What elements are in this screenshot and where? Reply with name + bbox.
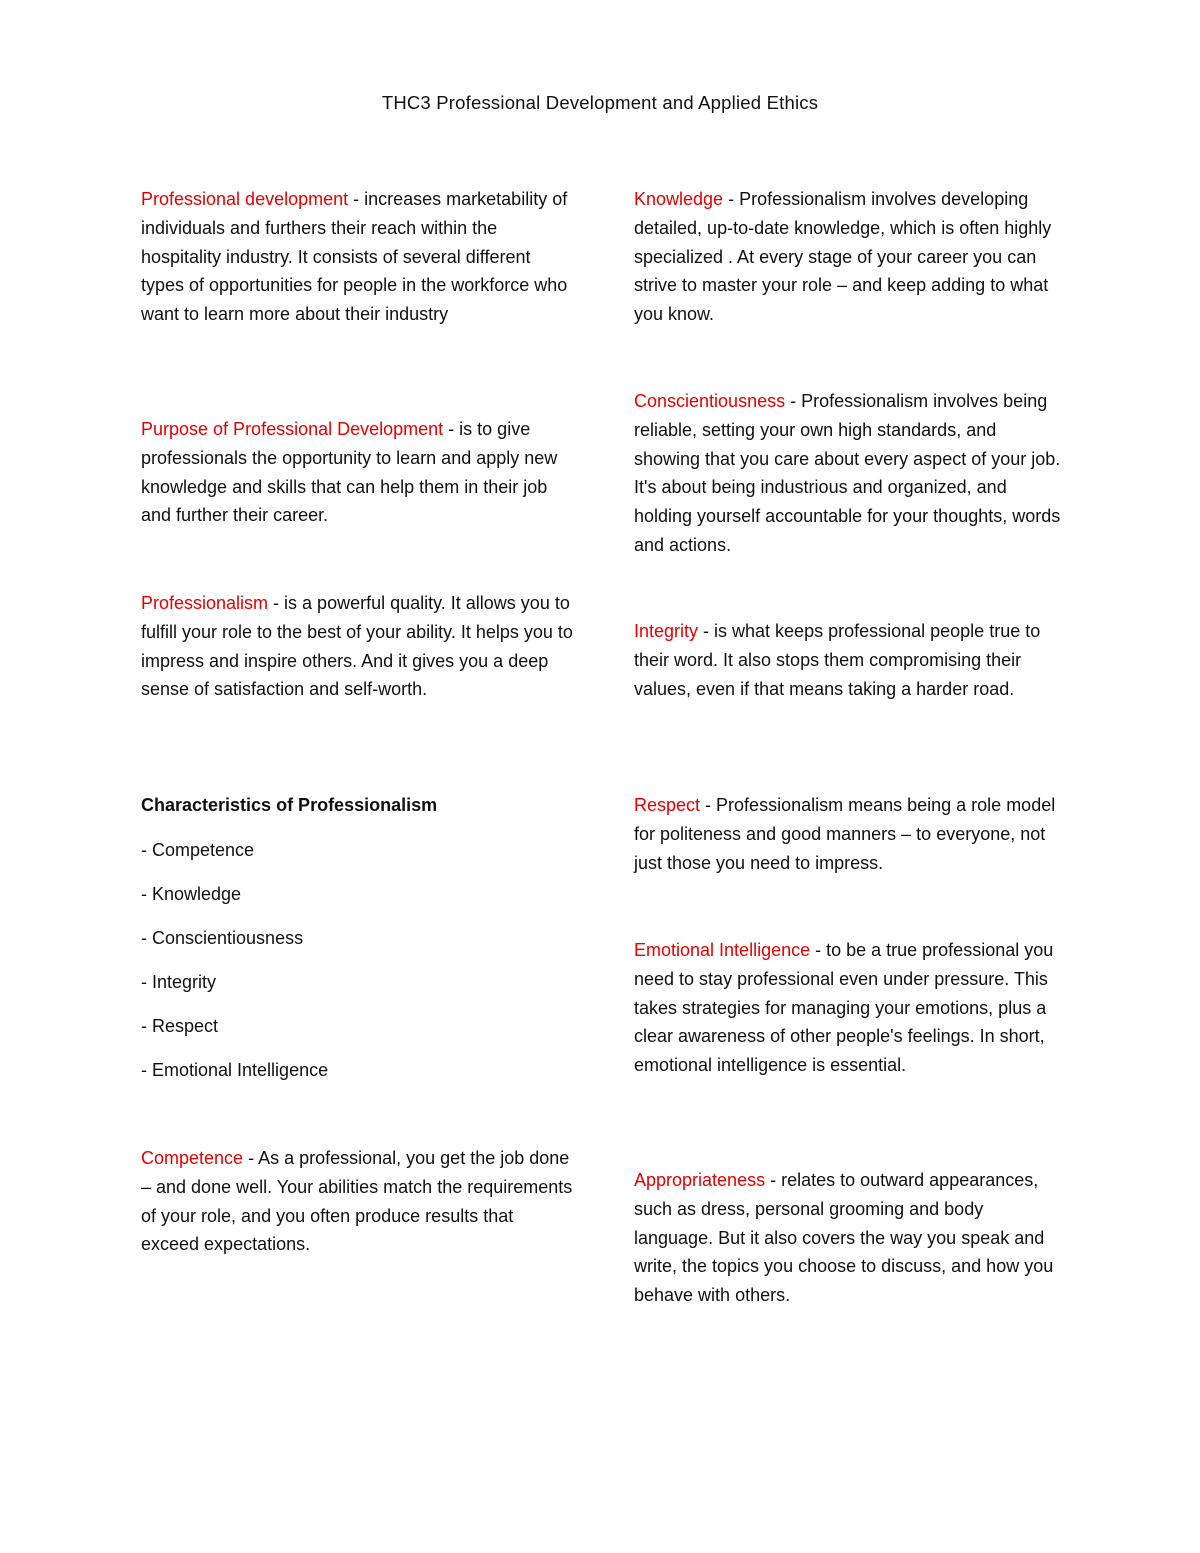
- paragraph-appropriateness: [634, 1166, 1066, 1310]
- paragraph-knowledge: [634, 185, 1066, 329]
- term-conscientiousness: Conscientiousness: [634, 391, 786, 411]
- definition-knowledge: - Professionalism involves developing detailed, up-to-date knowledge, which is often highly specialized . At every stage of your career you can strive to master your role – and keep adding to what you know.: [634, 189, 1052, 325]
- list-item: - Respect: [141, 1015, 219, 1036]
- list-item: - Competence: [141, 839, 255, 860]
- paragraph-emotional-intelligence: [634, 936, 1066, 1080]
- definition-professional-development: - increases marketability of individuals and furthers their reach within the hospitality industry. It consists of several different types of opportunities for people in the workforce who want to learn more about their industry: [141, 189, 568, 325]
- term-respect: Respect: [634, 795, 701, 815]
- definition-integrity: - is what keeps professional people true to their word. It also stops them compromising their values, even if that means taking a harder road.: [634, 621, 1041, 699]
- term-knowledge: Knowledge: [634, 189, 724, 209]
- definition-respect: - Professionalism means being a role model for politeness and good manners – to everyone, not just those you need to impress.: [634, 795, 1056, 873]
- list-item: - Conscientiousness: [141, 927, 304, 948]
- paragraph-professional-development: [141, 185, 573, 329]
- definition-appropriateness: - relates to outward appearances, such as dress, personal grooming and body language. But it also covers the way you speak and write, the topics you choose to discuss, and how you behave with others.: [634, 1170, 1054, 1306]
- paragraph-competence: [141, 1144, 573, 1259]
- definition-competence: - As a professional, you get the job done – and done well. Your abilities match the requirements of your role, and you often produce results that exceed expectations.: [141, 1148, 573, 1255]
- definition-purpose: - is to give professionals the opportunity to learn and apply new knowledge and skills that can help them in their job and further their career.: [141, 419, 558, 526]
- paragraph-purpose: [141, 415, 573, 530]
- definition-conscientiousness: - Professionalism involves being reliable, setting your own high standards, and showing that you care about every aspect of your job. It's about being industrious and organized, and holding yourself accountable for your thoughts, words and actions.: [634, 391, 1061, 555]
- term-appropriateness: Appropriateness: [634, 1170, 766, 1190]
- characteristics-section: [141, 791, 573, 1100]
- list-item: - Emotional Intelligence: [141, 1059, 329, 1080]
- paragraph-respect: [634, 791, 1066, 877]
- paragraph-conscientiousness: [634, 387, 1066, 560]
- paragraph-professionalism: [141, 589, 573, 704]
- characteristics-heading: Characteristics of Professionalism: [141, 795, 438, 815]
- term-professional-development: Professional development: [141, 189, 349, 209]
- term-purpose: Purpose of Professional Development: [141, 419, 444, 439]
- list-item: - Knowledge: [141, 883, 242, 904]
- document-title: THC3 Professional Development and Applied Ethics: [381, 92, 819, 113]
- term-emotional-intelligence: Emotional Intelligence: [634, 940, 811, 960]
- paragraph-integrity: [634, 617, 1066, 703]
- list-item: - Integrity: [141, 971, 217, 992]
- definition-professionalism: - is a powerful quality. It allows you to fulfill your role to the best of your ability. It helps you to impress and inspire others. And it gives you a deep sense of satisfaction and self-worth.: [141, 593, 573, 700]
- term-integrity: Integrity: [634, 621, 699, 641]
- term-competence: Competence: [141, 1148, 244, 1168]
- term-professionalism: Professionalism: [141, 593, 269, 613]
- definition-emotional-intelligence: - to be a true professional you need to stay professional even under pressure. This takes strategies for managing your emotions, plus a clear awareness of other people's feelings. In short, emotional intelligence is essential.: [634, 940, 1054, 1076]
